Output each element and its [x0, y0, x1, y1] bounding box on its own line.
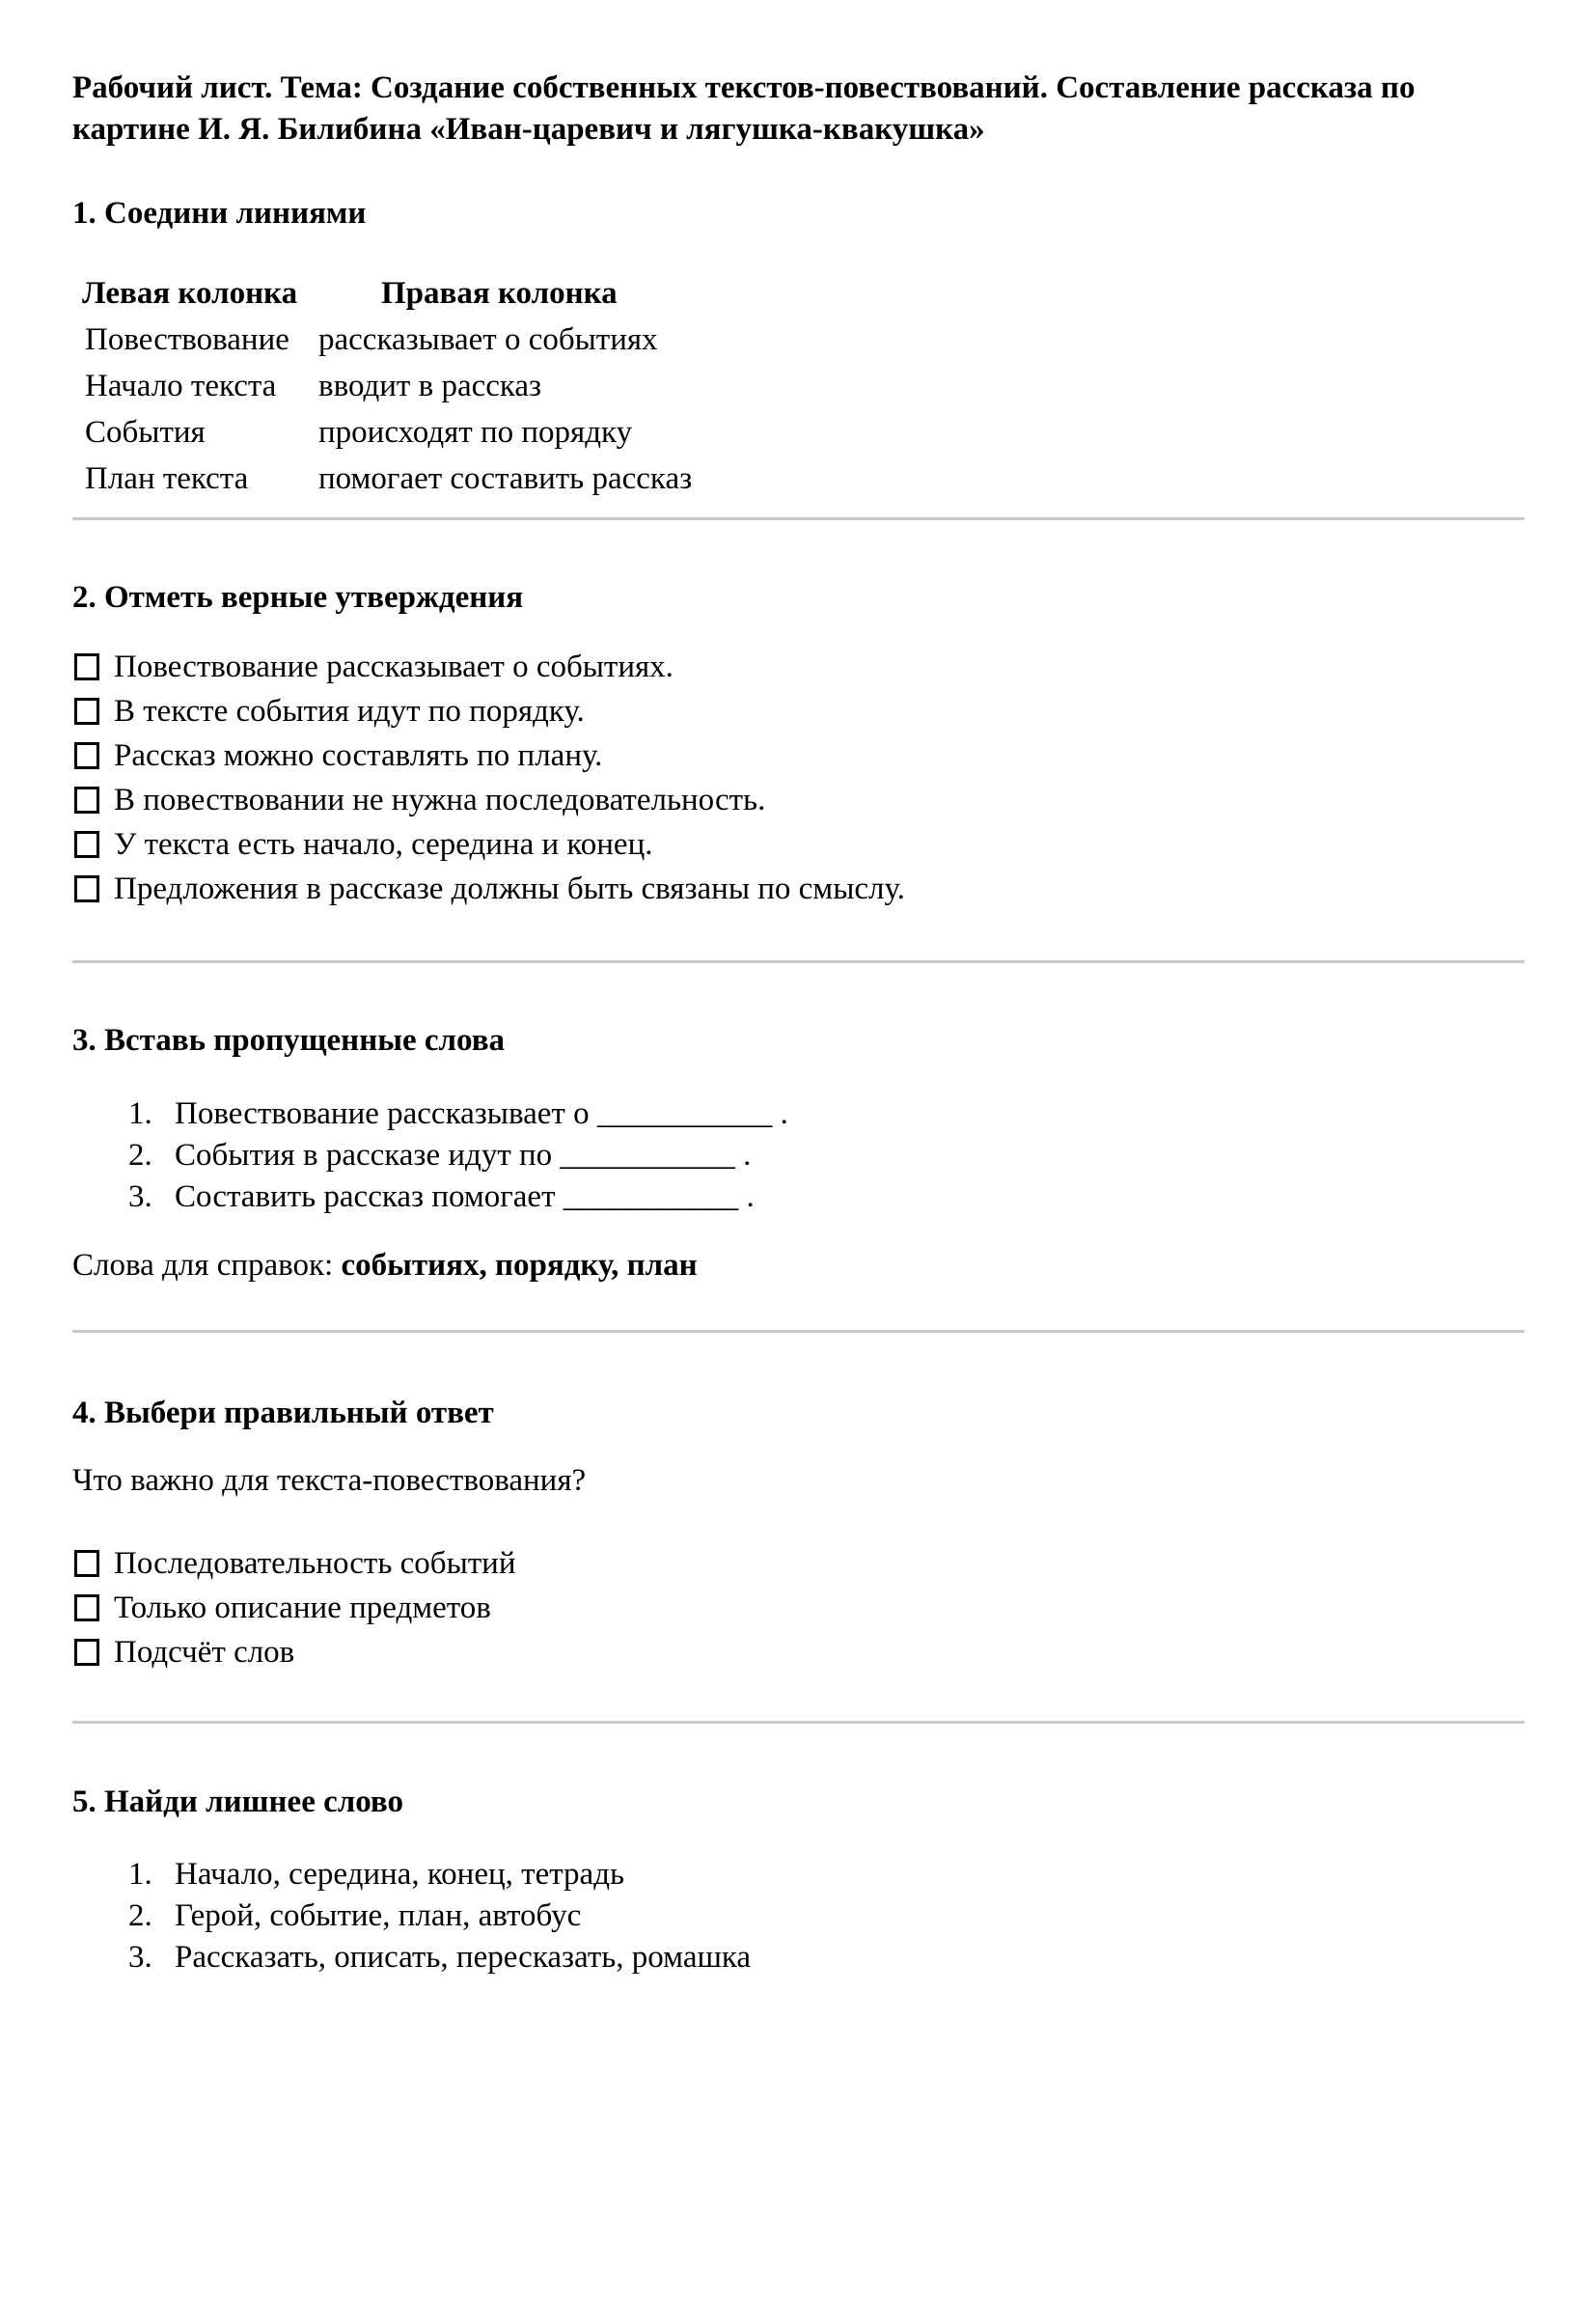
checkbox[interactable] — [74, 1639, 99, 1666]
page-title-line1: Рабочий лист. Тема: Создание собственных текстов-повествований. Составление рассказа по — [72, 70, 1416, 105]
worksheet-page — [0, 68, 1595, 1978]
fill-blanks-list — [72, 1093, 1525, 1218]
checkbox[interactable] — [74, 787, 99, 814]
item-number: 3. — [128, 1940, 152, 1975]
list-item — [72, 822, 1525, 867]
table-row — [72, 409, 1525, 456]
checkbox[interactable] — [74, 875, 99, 902]
page-title-line2: картине И. Я. Билибина «Иван-царевич и лягушка-квакушка» — [72, 112, 985, 147]
list-item — [72, 1895, 1525, 1937]
matching-right-term[interactable]: рассказывает о событиях — [318, 322, 658, 357]
answer-label: Подсчёт слов — [114, 1635, 295, 1670]
list-item — [72, 689, 1525, 733]
list-item — [72, 1854, 1525, 1895]
matching-right-term[interactable]: происходят по порядку — [318, 415, 633, 450]
matching-header-left: Левая колонка — [82, 276, 298, 311]
item-number: 3. — [128, 1179, 152, 1214]
fill-blank-sentence[interactable]: События в рассказе идут по ___________ . — [175, 1138, 752, 1173]
checkbox[interactable] — [74, 742, 99, 769]
item-number: 2. — [128, 1138, 152, 1173]
word-series: Герой, событие, план, автобус — [175, 1898, 582, 1933]
fill-blank-sentence[interactable]: Составить рассказ помогает ___________ . — [175, 1179, 755, 1214]
table-row — [72, 363, 1525, 409]
item-number: 1. — [128, 1857, 152, 1892]
matching-left-term[interactable]: План текста — [85, 461, 249, 496]
list-item — [72, 1135, 1525, 1176]
section-divider — [72, 1721, 1525, 1724]
section-divider — [72, 960, 1525, 963]
list-item — [72, 1586, 1525, 1630]
reference-words: событиях, порядку, план — [341, 1248, 698, 1283]
statement-label: Предложения в рассказе должны быть связаны по смыслу. — [114, 872, 905, 906]
matching-left-term[interactable]: Начало текста — [85, 369, 277, 403]
question-text: Что важно для текста-повествования? — [72, 1463, 587, 1498]
list-item — [72, 1176, 1525, 1218]
checkbox[interactable] — [74, 1594, 99, 1621]
answers-checklist — [72, 1541, 1525, 1674]
answer-label: Только описание предметов — [114, 1591, 491, 1625]
matching-table — [72, 270, 1525, 502]
list-item — [72, 733, 1525, 778]
section-1-heading: 1. Соедини линиями — [72, 196, 367, 231]
statement-label: Повествование рассказывает о событиях. — [114, 650, 674, 684]
word-series: Рассказать, описать, пересказать, ромашка — [175, 1940, 752, 1975]
reference-words-line — [72, 1245, 1525, 1286]
matching-table-header-row — [72, 270, 1525, 317]
matching-left-term[interactable]: События — [85, 415, 206, 450]
statement-label: В повествовании не нужна последовательность. — [114, 783, 766, 817]
matching-left-term[interactable]: Повествование — [85, 322, 289, 357]
checkbox[interactable] — [74, 653, 99, 680]
reference-words-label: Слова для справок: — [72, 1248, 342, 1283]
list-item — [72, 1541, 1525, 1586]
item-number: 2. — [128, 1898, 152, 1933]
checkbox[interactable] — [74, 831, 99, 858]
section-5-heading: 5. Найди лишнее слово — [72, 1784, 404, 1819]
table-row — [72, 456, 1525, 502]
list-item — [72, 1937, 1525, 1978]
matching-header-right: Правая колонка — [381, 276, 618, 311]
answer-label: Последовательность событий — [114, 1546, 516, 1581]
statement-label: У текста есть начало, середина и конец. — [114, 827, 653, 862]
section-divider — [72, 517, 1525, 520]
statements-checklist — [72, 645, 1525, 911]
statement-label: В тексте события идут по порядку. — [114, 694, 585, 729]
section-divider — [72, 1330, 1525, 1333]
section-2-heading: 2. Отметь верные утверждения — [72, 580, 524, 615]
list-item — [72, 1630, 1525, 1674]
list-item — [72, 867, 1525, 911]
odd-word-list — [72, 1854, 1525, 1978]
section-4-heading: 4. Выбери правильный ответ — [72, 1396, 494, 1430]
fill-blank-sentence[interactable]: Повествование рассказывает о ___________ . — [175, 1096, 788, 1131]
checkbox[interactable] — [74, 1550, 99, 1577]
list-item — [72, 1093, 1525, 1135]
statement-label: Рассказ можно составлять по плану. — [114, 738, 603, 773]
word-series: Начало, середина, конец, тетрадь — [175, 1857, 625, 1892]
matching-right-term[interactable]: вводит в рассказ — [318, 369, 542, 403]
list-item — [72, 645, 1525, 689]
item-number: 1. — [128, 1096, 152, 1131]
section-3-heading: 3. Вставь пропущенные слова — [72, 1023, 506, 1058]
list-item — [72, 778, 1525, 822]
page-title — [72, 68, 1525, 151]
matching-right-term[interactable]: помогает составить рассказ — [318, 461, 693, 496]
table-row — [72, 317, 1525, 363]
checkbox[interactable] — [74, 698, 99, 725]
